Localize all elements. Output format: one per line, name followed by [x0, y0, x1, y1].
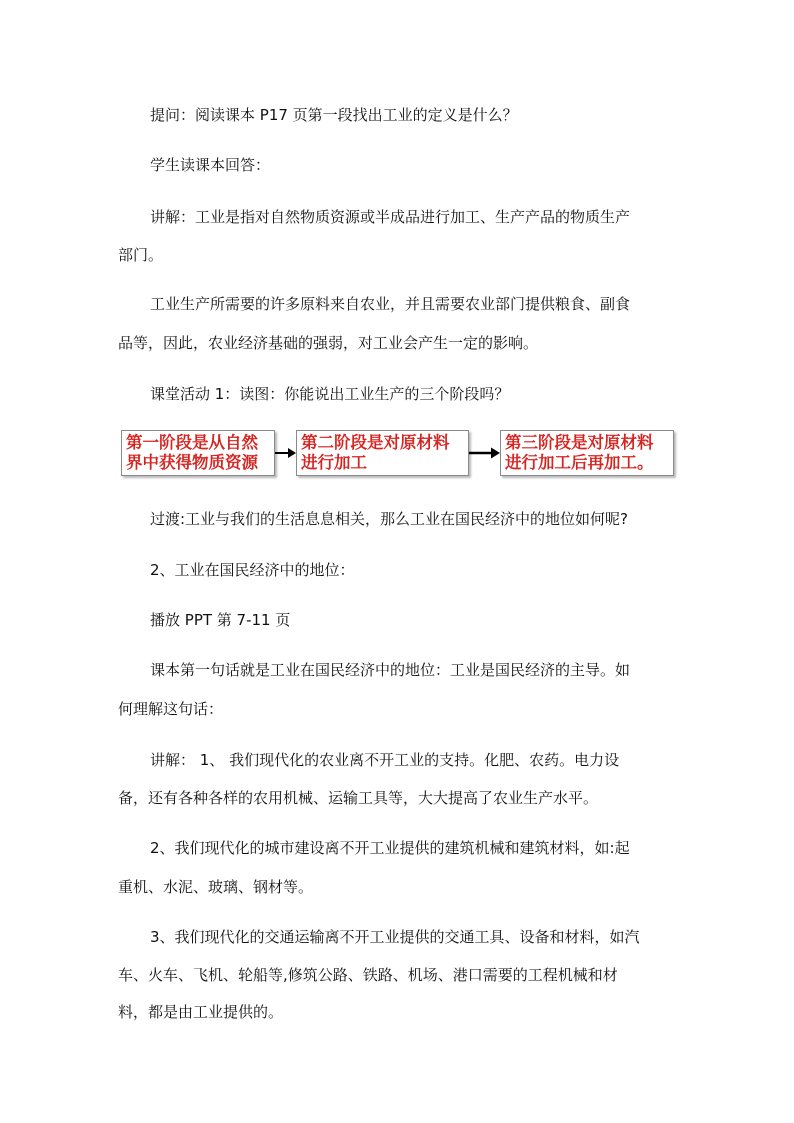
agriculture-paragraph-line-1: 工业生产所需要的许多原料来自农业，并且需要农业部门提供粮食、副食 [150, 295, 631, 313]
stage-one-line-2: 界中获得物质资源 [126, 453, 258, 472]
stage-one-line-1: 第一阶段是从自然 [126, 433, 258, 452]
stage-three-box [500, 430, 674, 476]
point-one-line-2: 备，还有各种各样的农用机械、运输工具等，大大提高了农业生产水平。 [118, 789, 599, 807]
stage-three-line-1: 第三阶段是对原材料 [505, 433, 654, 452]
flow-arrow-icon [469, 447, 500, 459]
ppt-instruction-text: 播放 PPT 第 7-11 页 [150, 611, 291, 629]
definition-explain-line-2: 部门。 [118, 246, 164, 264]
stage-three-line-2: 进行加工后再加工。 [505, 453, 654, 472]
stage-two-box [296, 430, 469, 476]
stage-two-line-1: 第二阶段是对原材料 [301, 433, 450, 452]
point-two-line-1: 2、我们现代化的城市建设离不开工业提供的建筑机械和建筑材料，如:起 [150, 839, 630, 857]
section-two-heading: 2、工业在国民经济中的地位： [150, 561, 355, 579]
class-activity-text: 课堂活动 1：读图：你能说出工业生产的三个阶段吗？ [150, 385, 510, 403]
point-two-line-2: 重机、水泥、玻璃、钢材等。 [118, 878, 314, 896]
stage-one-box [121, 430, 275, 476]
flow-arrow-icon [275, 447, 296, 459]
agriculture-paragraph-line-2: 品等，因此，农业经济基础的强弱，对工业会产生一定的影响。 [118, 334, 539, 352]
stage-two-line-2: 进行加工 [301, 453, 367, 472]
textbook-paragraph-line-2: 何理解这句话： [118, 700, 224, 718]
student-answer-text: 学生读课本回答： [150, 156, 271, 174]
point-three-line-3: 料，都是由工业提供的。 [118, 1003, 284, 1021]
point-one-line-1: 讲解： 1、 我们现代化的农业离不开工业的支持。化肥、农药。电力设 [150, 751, 620, 769]
point-three-line-1: 3、我们现代化的交通运输离不开工业提供的交通工具、设备和材料，如汽 [150, 928, 640, 946]
transition-text: 过渡:工业与我们的生活息息相关，那么工业在国民经济中的地位如何呢? [150, 510, 629, 528]
textbook-paragraph-line-1: 课本第一句话就是工业在国民经济中的地位：工业是国民经济的主导。如 [150, 661, 631, 679]
definition-explain-line-1: 讲解：工业是指对自然物质资源或半成品进行加工、生产产品的物质生产 [150, 208, 631, 226]
question-text: 提问：阅读课本 P17 页第一段找出工业的定义是什么？ [150, 106, 518, 124]
point-three-line-2: 车、火车、飞机、轮船等,修筑公路、铁路、机场、港口需要的工程机械和材 [118, 966, 618, 984]
